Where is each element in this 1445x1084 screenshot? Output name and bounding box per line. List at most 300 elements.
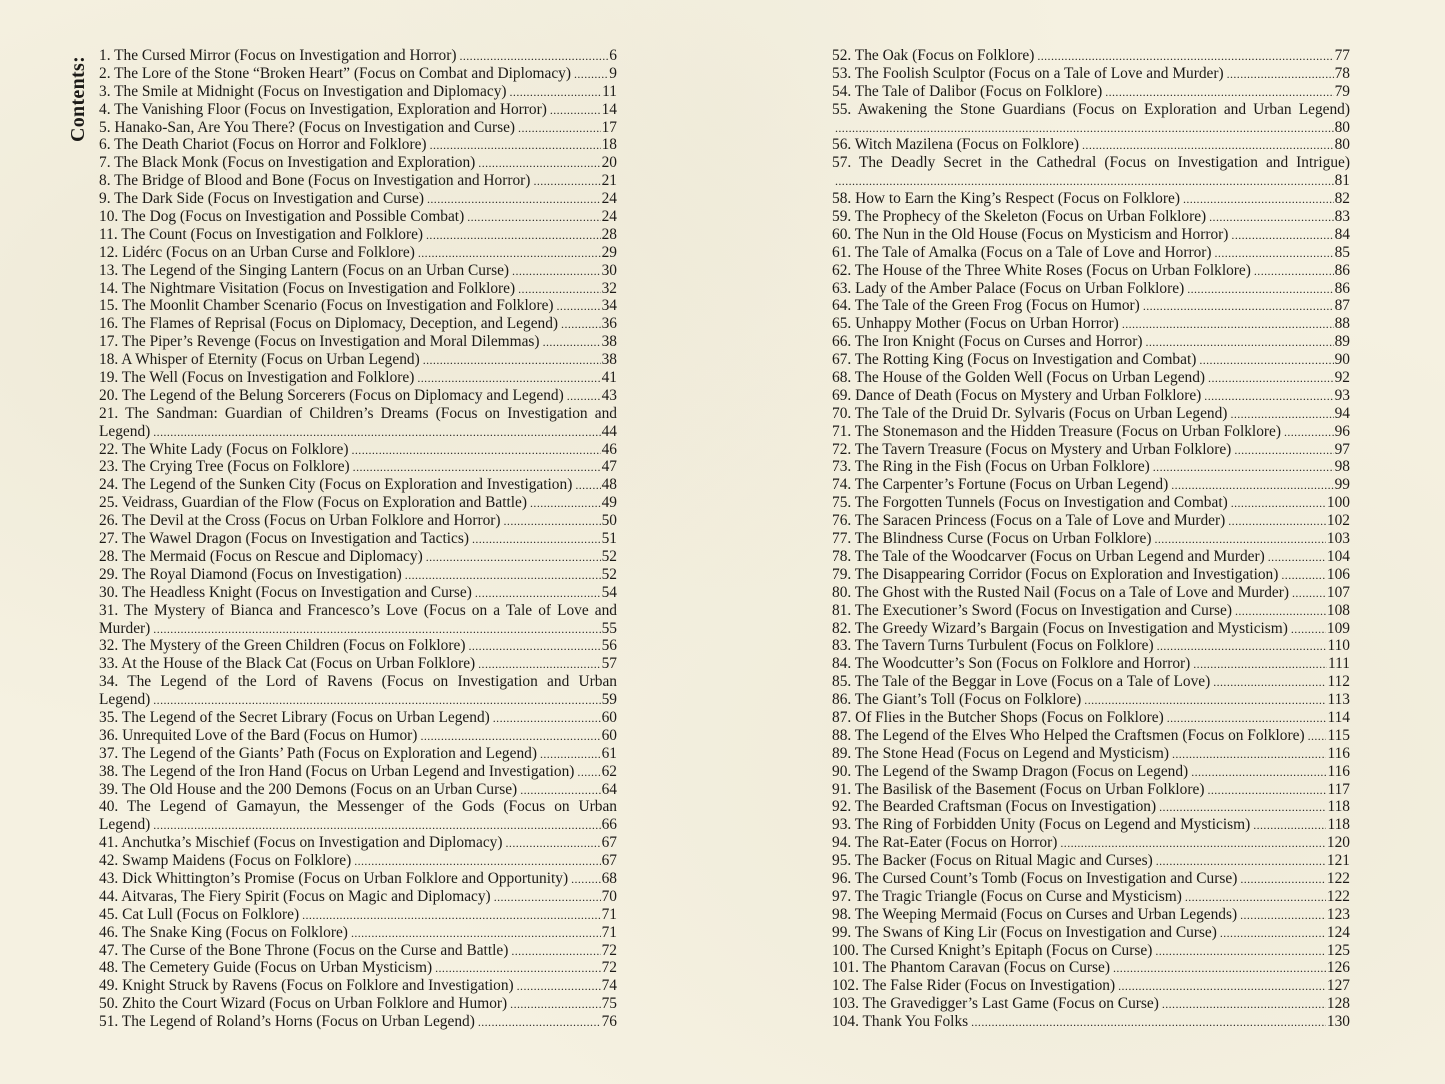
dot-leader	[1167, 709, 1327, 727]
toc-entry-title: 40. The Legend of Gamayun, the Messenger of the Gods (Focus on Urban	[99, 798, 617, 816]
toc-entry-title: 49. Knight Struck by Ravens (Focus on Folklore and Investigation)	[99, 977, 514, 995]
toc-entry-title-continued: Legend)	[99, 691, 151, 709]
toc-entry-page-number: 87	[1334, 297, 1350, 315]
toc-entry[interactable]	[832, 458, 1350, 476]
toc-entry[interactable]	[832, 602, 1350, 620]
toc-entry[interactable]	[99, 530, 617, 548]
toc-entry[interactable]	[99, 673, 617, 709]
toc-entry-page-number: 117	[1327, 780, 1350, 798]
dot-leader	[1187, 280, 1333, 298]
toc-entry-page-number: 83	[1334, 208, 1350, 226]
toc-entry[interactable]	[832, 548, 1350, 566]
dot-leader	[533, 172, 600, 190]
toc-entry[interactable]	[832, 995, 1350, 1013]
toc-entry[interactable]	[99, 995, 617, 1013]
dot-leader	[302, 906, 601, 924]
dot-leader	[1159, 798, 1326, 816]
toc-entry[interactable]	[99, 781, 617, 799]
dot-leader	[1162, 995, 1326, 1013]
dot-leader	[1122, 315, 1334, 333]
dot-leader	[561, 315, 601, 333]
toc-entry[interactable]	[99, 190, 617, 208]
dot-leader	[1172, 745, 1327, 763]
toc-entry[interactable]	[832, 781, 1350, 799]
toc-entry[interactable]	[99, 834, 617, 852]
toc-entry[interactable]	[99, 494, 617, 512]
toc-entry-page-number: 34	[601, 297, 617, 315]
toc-entry[interactable]	[99, 83, 617, 101]
dot-leader	[426, 548, 601, 566]
toc-entry-page-number: 38	[601, 333, 617, 351]
toc-entry-page-number: 116	[1327, 744, 1350, 762]
dot-leader	[1209, 208, 1333, 226]
toc-entry[interactable]	[99, 709, 617, 727]
toc-entry[interactable]	[832, 888, 1350, 906]
dot-leader	[574, 65, 608, 83]
dot-leader	[1234, 441, 1333, 459]
toc-entry-title-continued: Legend)	[99, 816, 151, 834]
toc-entry-page-number: 66	[601, 816, 617, 834]
toc-entry-title: 43. Dick Whittington’s Promise (Focus on Urban Folklore and Opportunity)	[99, 869, 569, 887]
toc-entry[interactable]	[832, 208, 1350, 226]
toc-entry[interactable]	[99, 297, 617, 315]
toc-entry-title: 103. The Gravedigger’s Last Game (Focus on Curse)	[832, 995, 1159, 1013]
toc-entry[interactable]	[832, 262, 1350, 280]
toc-entry-title: 94. The Rat-Eater (Focus on Horror)	[832, 834, 1058, 852]
toc-entry-title: 90. The Legend of the Swamp Dragon (Focus on Legend)	[832, 762, 1189, 780]
toc-entry[interactable]	[99, 101, 617, 119]
dot-leader	[418, 244, 601, 262]
toc-entry-title: 80. The Ghost with the Rusted Nail (Focus on a Tale of Love and Murder)	[832, 583, 1289, 601]
dot-leader	[575, 476, 600, 494]
dot-leader	[1291, 620, 1326, 638]
toc-entry[interactable]	[832, 101, 1350, 137]
dot-leader	[435, 959, 600, 977]
toc-entry-page-number: 71	[601, 923, 617, 941]
toc-entry[interactable]	[832, 530, 1350, 548]
toc-entry-title: 62. The House of the Three White Roses (Focus on Urban Folklore)	[832, 261, 1251, 279]
dot-leader	[835, 119, 1334, 137]
dot-leader	[1204, 387, 1333, 405]
toc-entry-page-number: 104	[1326, 547, 1350, 565]
toc-entry-page-number: 121	[1326, 852, 1350, 870]
toc-entry[interactable]	[99, 959, 617, 977]
toc-entry[interactable]	[99, 977, 617, 995]
toc-entry-page-number: 92	[1334, 369, 1350, 387]
toc-entry-title: 64. The Tale of the Green Frog (Focus on Humor)	[832, 297, 1140, 315]
toc-entry-page-number: 86	[1334, 261, 1350, 279]
toc-entry-page-number: 94	[1334, 404, 1350, 422]
toc-entry-title: 93. The Ring of Forbidden Unity (Focus on Legend and Mysticism)	[832, 816, 1251, 834]
toc-entry-page-number: 98	[1334, 458, 1350, 476]
toc-entry[interactable]	[99, 852, 617, 870]
dot-leader	[153, 620, 600, 638]
toc-entry-page-number: 118	[1327, 816, 1350, 834]
dot-leader	[1253, 816, 1326, 834]
toc-entry-title: 75. The Forgotten Tunnels (Focus on Investigation and Combat)	[832, 494, 1228, 512]
toc-entry[interactable]	[832, 512, 1350, 530]
toc-entry-title: 78. The Tale of the Woodcarver (Focus on Urban Legend and Murder)	[832, 547, 1265, 565]
toc-entry-page-number: 127	[1326, 977, 1350, 995]
toc-entry-title: 26. The Devil at the Cross (Focus on Urban Folklore and Horror)	[99, 512, 501, 530]
toc-entry-page-number: 49	[601, 494, 617, 512]
dot-leader	[1153, 458, 1334, 476]
dot-leader	[540, 745, 601, 763]
toc-entry-page-number: 118	[1327, 798, 1350, 816]
toc-entry-page-number: 113	[1327, 691, 1350, 709]
toc-entry-page-number: 67	[601, 852, 617, 870]
toc-entry-title: 65. Unhappy Mother (Focus on Urban Horror)	[832, 315, 1119, 333]
toc-entry-title: 41. Anchutka’s Mischief (Focus on Investigation and Diplomacy)	[99, 834, 503, 852]
toc-entry[interactable]	[832, 709, 1350, 727]
toc-entry-title: 76. The Saracen Princess (Focus on a Tale of Love and Murder)	[832, 512, 1226, 530]
toc-entry-page-number: 80	[1334, 136, 1350, 154]
dot-leader	[494, 888, 601, 906]
toc-entry[interactable]	[832, 852, 1350, 870]
toc-entry[interactable]	[832, 387, 1350, 405]
toc-list-left	[99, 47, 617, 1031]
dot-leader	[1268, 548, 1326, 566]
toc-entry-title: 9. The Dark Side (Focus on Investigation and Curse)	[99, 190, 424, 208]
toc-entry[interactable]	[99, 476, 617, 494]
toc-entry[interactable]	[99, 637, 617, 655]
toc-entry-page-number: 100	[1326, 494, 1350, 512]
toc-entry-title: 57. The Deadly Secret in the Cathedral (Focus on Investigation and Intrigue)	[832, 154, 1350, 172]
toc-entry[interactable]	[832, 65, 1350, 83]
toc-entry[interactable]	[99, 458, 617, 476]
left-page	[99, 47, 617, 1031]
toc-entry[interactable]	[832, 47, 1350, 65]
toc-entry[interactable]	[99, 136, 617, 154]
toc-entry-title: 39. The Old House and the 200 Demons (Focus on an Urban Curse)	[99, 780, 518, 798]
toc-entry[interactable]	[99, 154, 617, 172]
dot-leader	[405, 566, 601, 584]
toc-entry[interactable]	[99, 333, 617, 351]
toc-entry-page-number: 57	[601, 655, 617, 673]
toc-entry[interactable]	[832, 942, 1350, 960]
toc-entry[interactable]	[99, 602, 617, 638]
toc-entry-page-number: 78	[1334, 64, 1350, 82]
toc-entry-title: 18. A Whisper of Eternity (Focus on Urban Legend)	[99, 351, 420, 369]
toc-entry[interactable]	[99, 441, 617, 459]
dot-leader	[353, 458, 601, 476]
toc-entry[interactable]	[832, 816, 1350, 834]
toc-entry-page-number: 24	[601, 208, 617, 226]
toc-entry-title: 38. The Legend of the Iron Hand (Focus on Urban Legend and Investigation)	[99, 762, 575, 780]
toc-entry[interactable]	[832, 977, 1350, 995]
toc-entry[interactable]	[832, 1013, 1350, 1031]
toc-entry-page-number: 30	[601, 261, 617, 279]
dot-leader	[971, 1013, 1326, 1031]
dot-leader	[1240, 870, 1326, 888]
toc-entry-title: 71. The Stonemason and the Hidden Treasure (Focus on Urban Folklore)	[832, 422, 1281, 440]
toc-entry-title: 10. The Dog (Focus on Investigation and Possible Combat)	[99, 208, 465, 226]
dot-leader	[1185, 888, 1326, 906]
toc-entry-title: 83. The Tavern Turns Turbulent (Focus on Folklore)	[832, 637, 1154, 655]
toc-entry-page-number: 67	[601, 834, 617, 852]
dot-leader	[351, 924, 601, 942]
dot-leader	[1215, 244, 1334, 262]
toc-entry-page-number: 122	[1326, 869, 1350, 887]
toc-entry[interactable]	[832, 691, 1350, 709]
toc-entry[interactable]	[832, 798, 1350, 816]
toc-entry-page-number: 81	[1334, 172, 1350, 190]
toc-entry[interactable]	[99, 262, 617, 280]
toc-entry[interactable]	[832, 906, 1350, 924]
toc-entry-title: 104. Thank You Folks	[832, 1013, 969, 1031]
toc-entry-page-number: 29	[601, 243, 617, 261]
toc-entry-title: 77. The Blindness Curse (Focus on Urban Folklore)	[832, 530, 1152, 548]
toc-entry[interactable]	[99, 763, 617, 781]
dot-leader	[510, 995, 600, 1013]
toc-entry[interactable]	[99, 798, 617, 834]
toc-entry[interactable]	[832, 280, 1350, 298]
toc-entry-page-number: 6	[609, 47, 617, 64]
toc-entry-page-number: 111	[1328, 655, 1350, 673]
toc-entry[interactable]	[99, 655, 617, 673]
toc-list-right	[832, 47, 1350, 1031]
toc-entry-page-number: 47	[601, 458, 617, 476]
toc-entry-title: 46. The Snake King (Focus on Folklore)	[99, 923, 348, 941]
toc-entry-title: 72. The Tavern Treasure (Focus on Mystery and Urban Folklore)	[832, 440, 1232, 458]
toc-entry-title: 14. The Nightmare Visitation (Focus on Investigation and Folklore)	[99, 279, 516, 297]
toc-entry-title: 66. The Iron Knight (Focus on Curses and Horror)	[832, 333, 1143, 351]
toc-entry[interactable]	[832, 405, 1350, 423]
toc-entry-title: 44. Aitvaras, The Fiery Spirit (Focus on Magic and Diplomacy)	[99, 887, 491, 905]
toc-entry[interactable]	[832, 441, 1350, 459]
toc-entry[interactable]	[99, 244, 617, 262]
right-page	[832, 47, 1350, 1031]
toc-entry-page-number: 60	[601, 726, 617, 744]
toc-entry-title: 85. The Tale of the Beggar in Love (Focus on a Tale of Love)	[832, 673, 1211, 691]
toc-entry[interactable]	[832, 226, 1350, 244]
toc-entry[interactable]	[832, 566, 1350, 584]
toc-entry[interactable]	[832, 476, 1350, 494]
toc-entry-title: 45. Cat Lull (Focus on Folklore)	[99, 905, 300, 923]
toc-entry[interactable]	[832, 673, 1350, 691]
toc-entry[interactable]	[99, 727, 617, 745]
toc-entry[interactable]	[832, 637, 1350, 655]
dot-leader	[1193, 655, 1327, 673]
toc-entry[interactable]	[832, 763, 1350, 781]
toc-entry[interactable]	[99, 1013, 617, 1031]
toc-entry[interactable]	[99, 226, 617, 244]
dot-leader	[518, 119, 601, 137]
toc-entry-title: 47. The Curse of the Bone Throne (Focus on the Curse and Battle)	[99, 941, 509, 959]
toc-entry-page-number: 110	[1327, 637, 1350, 655]
toc-entry[interactable]	[832, 351, 1350, 369]
toc-entry[interactable]	[99, 172, 617, 190]
dot-leader	[1284, 423, 1334, 441]
toc-entry-title: 54. The Tale of Dalibor (Focus on Folklore)	[832, 82, 1103, 100]
toc-entry-title: 81. The Executioner’s Sword (Focus on Investigation and Curse)	[832, 601, 1232, 619]
dot-leader	[467, 208, 600, 226]
dot-leader	[511, 942, 600, 960]
toc-entry[interactable]	[832, 494, 1350, 512]
toc-entry[interactable]	[99, 888, 617, 906]
toc-entry-page-number: 46	[601, 440, 617, 458]
toc-entry[interactable]	[832, 959, 1350, 977]
toc-entry-title: 67. The Rotting King (Focus on Investigation and Combat)	[832, 351, 1197, 369]
toc-entry-title: 69. Dance of Death (Focus on Mystery and Urban Folklore)	[832, 386, 1202, 404]
toc-entry[interactable]	[832, 333, 1350, 351]
toc-entry-title: 53. The Foolish Sculptor (Focus on a Tale of Love and Murder)	[832, 64, 1224, 82]
toc-entry[interactable]	[99, 566, 617, 584]
toc-entry-title: 102. The False Rider (Focus on Investigation)	[832, 977, 1116, 995]
toc-entry-page-number: 70	[601, 887, 617, 905]
toc-entry[interactable]	[99, 512, 617, 530]
dot-leader	[1118, 977, 1326, 995]
toc-entry-page-number: 106	[1326, 565, 1350, 583]
toc-entry-title: 60. The Nun in the Old House (Focus on Mysticism and Horror)	[832, 225, 1229, 243]
toc-entry[interactable]	[99, 924, 617, 942]
toc-entry-title: 52. The Oak (Focus on Folklore)	[832, 47, 1035, 64]
toc-entry-page-number: 122	[1326, 887, 1350, 905]
toc-entry[interactable]	[832, 315, 1350, 333]
toc-entry-title: 34. The Legend of the Lord of Ravens (Focus on Investigation and Urban	[99, 673, 617, 691]
toc-entry-title: 25. Veidrass, Guardian of the Flow (Focus on Exploration and Battle)	[99, 494, 528, 512]
toc-entry-page-number: 17	[601, 118, 617, 136]
toc-entry[interactable]	[99, 906, 617, 924]
toc-entry[interactable]	[832, 620, 1350, 638]
toc-entry-title: 42. Swamp Maidens (Focus on Folklore)	[99, 852, 352, 870]
toc-entry-page-number: 11	[602, 82, 617, 100]
toc-entry-title: 13. The Legend of the Singing Lantern (Focus on an Urban Curse)	[99, 261, 510, 279]
toc-entry-page-number: 93	[1334, 386, 1350, 404]
toc-entry-title: 91. The Basilisk of the Basement (Focus on Urban Folklore)	[832, 780, 1205, 798]
toc-entry[interactable]	[832, 745, 1350, 763]
toc-entry-page-number: 109	[1326, 619, 1350, 637]
toc-entry[interactable]	[832, 584, 1350, 602]
toc-entry[interactable]	[99, 745, 617, 763]
toc-entry[interactable]	[99, 584, 617, 602]
toc-entry-title: 92. The Bearded Craftsman (Focus on Investigation)	[832, 798, 1157, 816]
dot-leader	[1157, 637, 1327, 655]
toc-entry-title: 56. Witch Mazilena (Focus on Folklore)	[832, 136, 1080, 154]
toc-entry-page-number: 114	[1327, 708, 1350, 726]
dot-leader	[423, 351, 601, 369]
toc-entry-title: 30. The Headless Knight (Focus on Investigation and Curse)	[99, 583, 472, 601]
toc-entry[interactable]	[832, 834, 1350, 852]
toc-entry[interactable]	[832, 244, 1350, 262]
toc-entry-page-number: 123	[1326, 905, 1350, 923]
toc-entry[interactable]	[99, 548, 617, 566]
toc-entry[interactable]	[99, 870, 617, 888]
toc-entry[interactable]	[99, 315, 617, 333]
toc-entry[interactable]	[99, 369, 617, 387]
dot-leader	[354, 852, 600, 870]
toc-entry-page-number: 115	[1327, 726, 1350, 744]
toc-entry[interactable]	[832, 369, 1350, 387]
toc-entry-page-number: 79	[1334, 82, 1350, 100]
dot-leader	[1240, 906, 1326, 924]
dot-leader	[153, 691, 600, 709]
toc-entry-title: 20. The Legend of the Belung Sorcerers (Focus on Diplomacy and Legend)	[99, 386, 564, 404]
toc-entry-title: 31. The Mystery of Bianca and Francesco’s Love (Focus on a Tale of Love and	[99, 601, 617, 619]
dot-leader	[1231, 494, 1326, 512]
toc-entry[interactable]	[99, 47, 617, 65]
dot-leader	[1082, 136, 1334, 154]
dot-leader	[1037, 47, 1333, 65]
toc-entry[interactable]	[832, 190, 1350, 208]
dot-leader	[1183, 190, 1334, 208]
toc-entry-page-number: 90	[1334, 351, 1350, 369]
toc-entry-title: 3. The Smile at Midnight (Focus on Investigation and Diplomacy)	[99, 82, 507, 100]
toc-entry-title: 58. How to Earn the King’s Respect (Focus on Folklore)	[832, 190, 1180, 208]
toc-entry-title: 73. The Ring in the Fish (Focus on Urban Folklore)	[832, 458, 1150, 476]
toc-entry[interactable]	[832, 423, 1350, 441]
dot-leader	[1113, 959, 1326, 977]
toc-entry[interactable]	[99, 405, 617, 441]
toc-entry[interactable]	[99, 942, 617, 960]
toc-entry-title: 96. The Cursed Count’s Tomb (Focus on Investigation and Curse)	[832, 869, 1238, 887]
toc-entry[interactable]	[832, 154, 1350, 190]
toc-entry-title: 99. The Swans of King Lir (Focus on Investigation and Curse)	[832, 923, 1217, 941]
toc-entry-page-number: 52	[601, 547, 617, 565]
toc-entry[interactable]	[832, 83, 1350, 101]
toc-entry[interactable]	[832, 727, 1350, 745]
dot-leader	[1191, 763, 1326, 781]
toc-entry-title: 23. The Crying Tree (Focus on Folklore)	[99, 458, 350, 476]
toc-entry-title: 11. The Count (Focus on Investigation and Folklore)	[99, 225, 424, 243]
toc-entry[interactable]	[99, 119, 617, 137]
dot-leader	[1281, 566, 1326, 584]
toc-entry-page-number: 84	[1334, 225, 1350, 243]
toc-entry[interactable]	[99, 65, 617, 83]
toc-entry-title: 5. Hanako-San, Are You There? (Focus on Investigation and Curse)	[99, 118, 516, 136]
toc-entry[interactable]	[832, 136, 1350, 154]
toc-entry-page-number: 50	[601, 512, 617, 530]
dot-leader	[1254, 262, 1334, 280]
toc-entry[interactable]	[832, 655, 1350, 673]
toc-entry[interactable]	[99, 351, 617, 369]
dot-leader	[1154, 530, 1325, 548]
dot-leader	[1208, 369, 1334, 387]
toc-entry[interactable]	[99, 280, 617, 298]
dot-leader	[153, 423, 600, 441]
toc-entry-title: 70. The Tale of the Druid Dr. Sylvaris (Focus on Urban Legend)	[832, 404, 1228, 422]
dot-leader	[153, 816, 600, 834]
toc-entry-page-number: 60	[601, 708, 617, 726]
toc-entry[interactable]	[832, 297, 1350, 315]
toc-entry[interactable]	[832, 924, 1350, 942]
toc-entry-page-number: 9	[609, 64, 617, 82]
toc-entry-page-number: 108	[1326, 601, 1350, 619]
toc-entry-page-number: 128	[1326, 995, 1350, 1013]
toc-entry-page-number: 64	[601, 780, 617, 798]
dot-leader	[468, 637, 600, 655]
toc-entry-page-number: 125	[1326, 941, 1350, 959]
toc-entry[interactable]	[832, 870, 1350, 888]
dot-leader	[567, 387, 601, 405]
toc-entry-page-number: 130	[1326, 1013, 1350, 1031]
toc-entry-title: 36. Unrequited Love of the Bard (Focus on Humor)	[99, 726, 418, 744]
toc-entry[interactable]	[99, 208, 617, 226]
toc-entry-page-number: 14	[601, 100, 617, 118]
toc-entry-title: 88. The Legend of the Elves Who Helped the Craftsmen (Focus on Folklore)	[832, 726, 1305, 744]
toc-entry-title: 101. The Phantom Caravan (Focus on Curse)	[832, 959, 1110, 977]
toc-entry[interactable]	[99, 387, 617, 405]
toc-entry-page-number: 124	[1326, 923, 1350, 941]
toc-entry-title: 50. Zhito the Court Wizard (Focus on Urban Folklore and Humor)	[99, 995, 508, 1013]
toc-entry-page-number: 80	[1334, 118, 1350, 136]
toc-entry-title: 55. Awakening the Stone Guardians (Focus on Exploration and Urban Legend)	[832, 100, 1350, 118]
toc-entry-page-number: 43	[601, 386, 617, 404]
toc-entry-title: 15. The Moonlit Chamber Scenario (Focus on Investigation and Folklore)	[99, 297, 554, 315]
toc-entry-title: 22. The White Lady (Focus on Folklore)	[99, 440, 349, 458]
toc-entry-page-number: 116	[1327, 762, 1350, 780]
toc-entry-title: 33. At the House of the Black Cat (Focus on Urban Folklore)	[99, 655, 476, 673]
